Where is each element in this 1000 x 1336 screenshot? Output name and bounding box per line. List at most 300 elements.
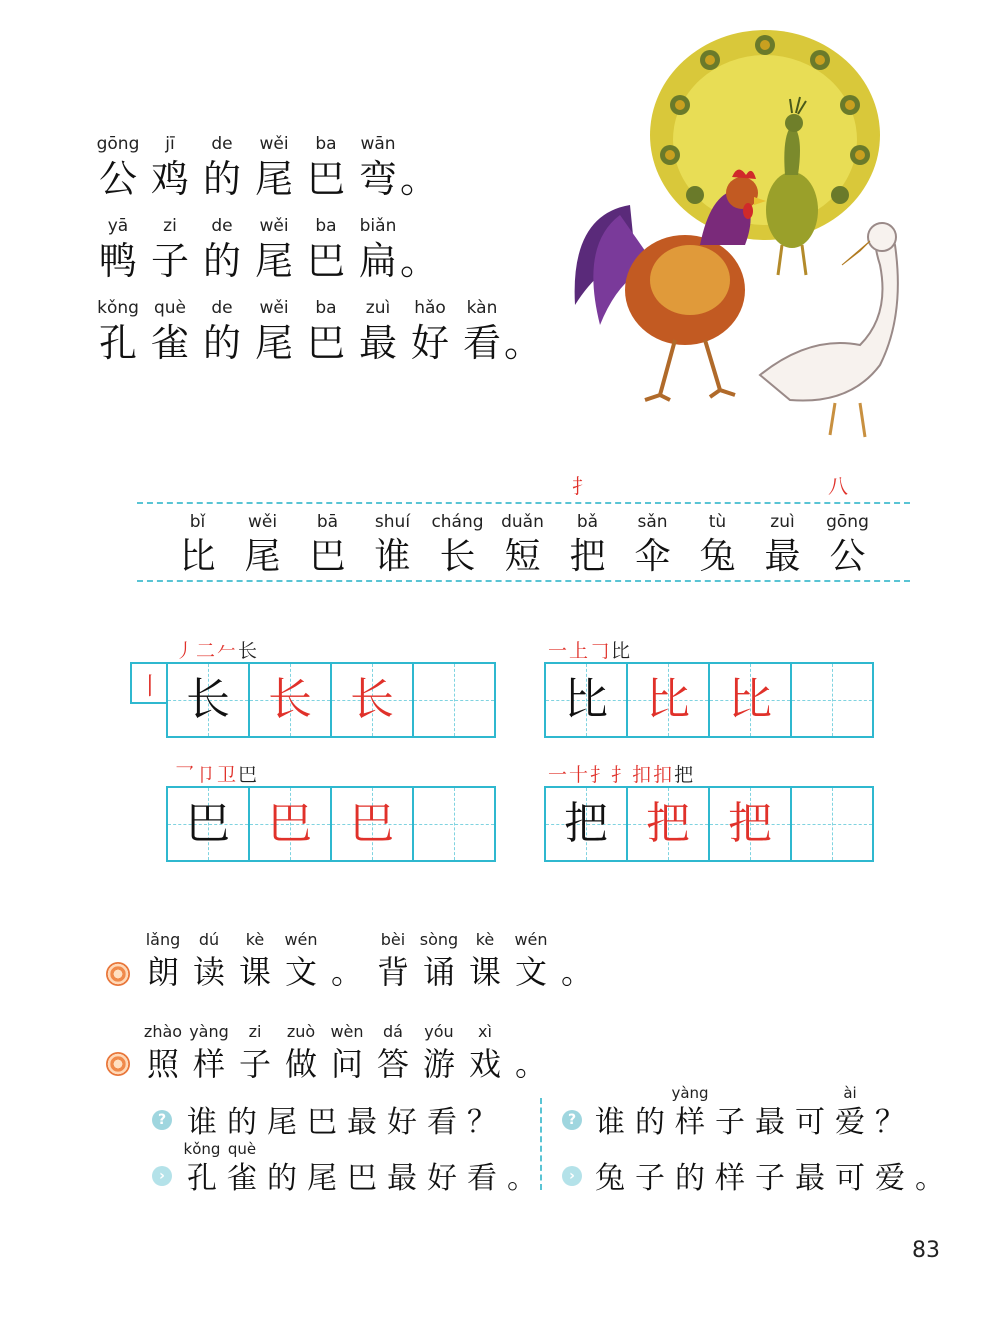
hanzi: ？	[875, 1105, 905, 1140]
hanzi: 的	[202, 157, 241, 201]
char-cell	[382, 1138, 422, 1198]
poem-line-2	[92, 214, 439, 284]
hanzi: 爱	[875, 1161, 905, 1196]
pinyin: shuí	[374, 512, 411, 532]
char-cell	[830, 1082, 870, 1142]
hanzi: 课	[468, 953, 501, 991]
pinyin: cháng	[431, 512, 484, 532]
pinyin: kǒng	[183, 1140, 221, 1158]
char-cell	[400, 214, 439, 284]
char-cell	[92, 132, 144, 202]
hanzi: 尾	[254, 321, 293, 365]
qa-divider	[540, 1098, 542, 1190]
char-cell	[620, 510, 685, 580]
exercise-1-line	[140, 928, 600, 992]
model-char: 巴	[268, 798, 312, 849]
char-cell	[750, 1082, 790, 1142]
hanzi: 谁	[595, 1105, 625, 1140]
char-cell	[222, 1082, 262, 1142]
hanzi: 巴	[306, 239, 345, 283]
char-cell	[248, 296, 300, 366]
pinyin: zi	[163, 216, 177, 236]
hanzi: 最	[387, 1161, 417, 1196]
hanzi: 子	[715, 1105, 745, 1140]
practice-box-empty	[414, 788, 494, 860]
model-char: 长	[268, 674, 312, 725]
model-char: 比	[646, 674, 690, 725]
writing-grid-chang	[166, 662, 496, 738]
hanzi: 尾	[267, 1105, 297, 1140]
peacock-fan	[650, 30, 880, 240]
char-cell	[342, 1082, 382, 1142]
char-cell	[140, 1020, 186, 1084]
radical-hint-2: 八	[828, 474, 848, 498]
hanzi: 子	[635, 1161, 665, 1196]
char-cell	[248, 132, 300, 202]
char-cell	[750, 510, 815, 580]
model-char: 把	[646, 798, 690, 849]
hanzi: 的	[675, 1161, 705, 1196]
hanzi: 的	[202, 239, 241, 283]
hanzi: 鸡	[150, 157, 189, 201]
char-cell	[278, 928, 324, 992]
hanzi: 巴	[309, 536, 346, 577]
model-char: 长	[350, 674, 394, 725]
hanzi: 最	[755, 1105, 785, 1140]
char-cell	[462, 928, 508, 992]
model-char: 巴	[186, 798, 230, 849]
answer-bullet-icon: ›	[152, 1166, 172, 1186]
char-cell	[462, 1138, 502, 1198]
char-cell	[870, 1082, 910, 1142]
char-cell	[262, 1082, 302, 1142]
stroke-step: 扌	[590, 764, 612, 786]
char-cell	[710, 1138, 750, 1198]
stroke-step: 扌	[611, 764, 633, 786]
char-cell	[422, 1138, 462, 1198]
hanzi: 最	[347, 1105, 377, 1140]
char-cell	[490, 510, 555, 580]
hanzi: 可	[835, 1161, 865, 1196]
char-cell	[352, 296, 404, 366]
model-char: 长	[186, 674, 230, 725]
pinyin: ba	[315, 216, 337, 236]
hanzi: 答	[376, 1045, 409, 1083]
hanzi: 游	[422, 1045, 455, 1083]
char-cell	[144, 214, 196, 284]
pinyin: sòng	[419, 930, 459, 949]
vocab-row	[165, 510, 880, 580]
hanzi: 课	[238, 953, 271, 991]
char-cell	[456, 296, 508, 366]
exercise-1-icon	[106, 962, 130, 986]
qa-left-answer	[182, 1138, 542, 1198]
char-cell	[222, 1138, 262, 1198]
hanzi: 。	[507, 1161, 537, 1196]
pinyin: jī	[165, 134, 175, 154]
hanzi: 的	[635, 1105, 665, 1140]
hanzi: 兔	[699, 536, 736, 577]
hanzi: 读	[192, 953, 225, 991]
char-cell	[400, 132, 439, 202]
hanzi: 朗	[146, 953, 179, 991]
hanzi: 背	[376, 953, 409, 991]
hanzi: 巴	[306, 321, 345, 365]
hanzi: 最	[795, 1161, 825, 1196]
char-cell	[508, 928, 554, 992]
char-cell	[750, 1138, 790, 1198]
stroke-step: 一	[548, 764, 570, 786]
char-cell	[830, 1138, 870, 1198]
practice-box-filled	[168, 788, 250, 860]
practice-box-filled	[332, 788, 414, 860]
char-cell	[910, 1138, 950, 1198]
hanzi: 样	[715, 1161, 745, 1196]
qa-left-question	[182, 1082, 502, 1142]
char-cell	[502, 1138, 542, 1198]
char-cell	[232, 928, 278, 992]
hanzi: 。	[400, 157, 439, 201]
stroke-step: 卫	[217, 764, 239, 786]
pinyin: wèn	[330, 1022, 364, 1041]
hanzi: 兔	[595, 1161, 625, 1196]
pinyin: yóu	[424, 1022, 454, 1041]
pinyin: yàng	[671, 1084, 709, 1102]
pinyin: de	[211, 216, 233, 236]
question-bullet-icon: ?	[152, 1110, 172, 1130]
char-cell	[295, 510, 360, 580]
hanzi: 。	[915, 1161, 945, 1196]
char-cell	[278, 1020, 324, 1084]
hanzi: 短	[504, 536, 541, 577]
char-cell	[462, 1020, 508, 1084]
char-cell	[815, 510, 880, 580]
stroke-step: 一	[548, 640, 570, 662]
hanzi: 尾	[244, 536, 281, 577]
char-cell	[352, 214, 404, 284]
hanzi: 孔	[98, 321, 137, 365]
page-number: 83	[912, 1238, 940, 1263]
char-cell	[144, 296, 196, 366]
poem-line-3	[92, 296, 543, 366]
rooster	[575, 169, 766, 400]
animals-illustration	[560, 15, 940, 445]
char-cell	[186, 1020, 232, 1084]
pinyin: kè	[475, 930, 495, 949]
model-char: 把	[728, 798, 772, 849]
hanzi: 做	[284, 1045, 317, 1083]
hanzi: 比	[179, 536, 216, 577]
practice-box-filled	[168, 664, 250, 736]
model-char: 比	[564, 674, 608, 725]
stroke-order-bi	[548, 636, 632, 663]
vocab-rule-top	[137, 502, 910, 504]
hanzi: 孔	[187, 1161, 217, 1196]
char-cell	[92, 214, 144, 284]
practice-box-filled	[710, 788, 792, 860]
practice-box-empty	[414, 664, 494, 736]
hanzi: 文	[514, 953, 547, 991]
char-cell	[590, 1138, 630, 1198]
hanzi: 最	[764, 536, 801, 577]
pinyin: yā	[107, 216, 129, 236]
char-cell	[630, 1138, 670, 1198]
pinyin: bǐ	[189, 512, 206, 532]
char-cell	[182, 1138, 222, 1198]
radical-hint-1: 扌	[572, 474, 592, 498]
model-char: 巴	[350, 798, 394, 849]
char-cell	[165, 510, 230, 580]
stroke-step: 卩	[196, 764, 218, 786]
hanzi: 尾	[254, 157, 293, 201]
char-cell	[196, 296, 248, 366]
hanzi: 鸭	[98, 239, 137, 283]
hanzi: 雀	[227, 1161, 257, 1196]
hanzi: 子	[238, 1045, 271, 1083]
pinyin: de	[211, 298, 233, 318]
char-cell	[300, 132, 352, 202]
pinyin: zuò	[286, 1022, 316, 1041]
pinyin: xì	[478, 1022, 492, 1041]
hanzi: 子	[150, 239, 189, 283]
hanzi: 长	[439, 536, 476, 577]
stroke-step: 𠂉	[217, 640, 239, 662]
hanzi: 样	[675, 1105, 705, 1140]
hanzi: 。	[560, 953, 593, 991]
vocab-rule-bottom	[137, 580, 910, 582]
char-cell	[590, 1082, 630, 1142]
hanzi: ？	[467, 1105, 497, 1140]
char-cell	[300, 296, 352, 366]
stroke-step: 巴	[238, 764, 260, 786]
answer-bullet-icon: ›	[562, 1166, 582, 1186]
hanzi: 尾	[307, 1161, 337, 1196]
hanzi: 弯	[358, 157, 397, 201]
char-cell	[324, 928, 370, 992]
char-cell	[422, 1082, 462, 1142]
hanzi: 诵	[422, 953, 455, 991]
char-cell	[555, 510, 620, 580]
pinyin: ài	[843, 1084, 857, 1102]
grid-gutter: 丨	[130, 662, 168, 704]
pinyin: wěi	[247, 512, 278, 532]
char-cell	[144, 132, 196, 202]
hanzi: 好	[410, 321, 449, 365]
char-cell	[232, 1020, 278, 1084]
char-cell	[230, 510, 295, 580]
pinyin: bā	[316, 512, 339, 532]
pinyin: dá	[383, 1022, 403, 1041]
hanzi: 的	[202, 321, 241, 365]
hanzi: 巴	[307, 1105, 337, 1140]
pinyin: ba	[315, 134, 337, 154]
practice-box-filled	[332, 664, 414, 736]
hanzi: 伞	[634, 536, 671, 577]
pinyin: kǒng	[97, 298, 139, 318]
exercise-2-line	[140, 1020, 554, 1084]
char-cell	[182, 1082, 222, 1142]
char-cell	[370, 928, 416, 992]
char-cell	[302, 1138, 342, 1198]
pinyin: kè	[245, 930, 265, 949]
pinyin: wén	[514, 930, 548, 949]
pinyin: gōng	[96, 134, 140, 154]
pinyin: duǎn	[501, 512, 544, 532]
char-cell	[670, 1138, 710, 1198]
pinyin: què	[227, 1140, 257, 1158]
poem-line-1	[92, 132, 439, 202]
hanzi: 看	[427, 1105, 457, 1140]
practice-box-empty	[792, 664, 872, 736]
char-cell	[186, 928, 232, 992]
stroke-step: 上	[569, 640, 591, 662]
stroke-order-chang	[175, 636, 259, 663]
char-cell	[404, 296, 456, 366]
pinyin: wěi	[259, 298, 289, 318]
hanzi: 戏	[468, 1045, 501, 1083]
pinyin: hǎo	[414, 298, 446, 318]
practice-box-empty	[792, 788, 872, 860]
pinyin: yàng	[189, 1022, 229, 1041]
practice-box-filled	[628, 664, 710, 736]
char-cell	[670, 1082, 710, 1142]
char-cell	[685, 510, 750, 580]
char-cell	[790, 1138, 830, 1198]
writing-grid-ba	[166, 786, 496, 862]
char-cell	[352, 132, 404, 202]
hanzi: 的	[267, 1161, 297, 1196]
hanzi: 尾	[254, 239, 293, 283]
char-cell	[360, 510, 425, 580]
pinyin: gōng	[826, 512, 869, 532]
stroke-step: 丿	[175, 640, 197, 662]
pinyin: dú	[198, 930, 220, 949]
hanzi: 。	[330, 953, 363, 991]
practice-box-filled	[628, 788, 710, 860]
pinyin: tù	[708, 512, 727, 532]
pinyin: zuì	[770, 512, 795, 532]
char-cell	[342, 1138, 382, 1198]
char-cell	[554, 928, 600, 992]
char-cell	[302, 1082, 342, 1142]
hanzi: 看	[467, 1161, 497, 1196]
pinyin: biǎn	[359, 216, 397, 236]
hanzi: 看	[462, 321, 501, 365]
char-cell	[300, 214, 352, 284]
hanzi: 巴	[347, 1161, 377, 1196]
hanzi: 文	[284, 953, 317, 991]
question-bullet-icon: ?	[562, 1110, 582, 1130]
pinyin: sǎn	[637, 512, 668, 532]
stroke-step: 𠃌	[590, 640, 612, 662]
stroke-step: 乛	[175, 764, 197, 786]
hanzi: 照	[146, 1045, 179, 1083]
model-char: 比	[728, 674, 772, 725]
pinyin: wān	[360, 134, 396, 154]
hanzi: 。	[400, 239, 439, 283]
hanzi: 好	[387, 1105, 417, 1140]
hanzi: 最	[358, 321, 397, 365]
pinyin: ba	[315, 298, 337, 318]
stroke-step: 长	[238, 640, 260, 662]
pinyin: lǎng	[145, 930, 181, 949]
char-cell	[416, 928, 462, 992]
hanzi: 公	[829, 536, 866, 577]
hanzi: 问	[330, 1045, 363, 1083]
char-cell	[508, 1020, 554, 1084]
pinyin: wěi	[259, 216, 289, 236]
stroke-step: 扣	[653, 764, 675, 786]
hanzi: 可	[795, 1105, 825, 1140]
qa-right-answer	[590, 1138, 950, 1198]
practice-box-filled	[250, 664, 332, 736]
char-cell	[462, 1082, 502, 1142]
char-cell	[382, 1082, 422, 1142]
hanzi: 把	[569, 536, 606, 577]
pinyin: zi	[248, 1022, 262, 1041]
hanzi: 谁	[187, 1105, 217, 1140]
pinyin: kàn	[466, 298, 498, 318]
char-cell	[262, 1138, 302, 1198]
char-cell	[425, 510, 490, 580]
hanzi: 雀	[150, 321, 189, 365]
pinyin: wén	[284, 930, 318, 949]
char-cell	[504, 296, 543, 366]
hanzi: 好	[427, 1161, 457, 1196]
char-cell	[92, 296, 144, 366]
hanzi: 。	[504, 321, 543, 365]
hanzi: 谁	[374, 536, 411, 577]
stroke-step: 比	[611, 640, 633, 662]
practice-box-filled	[250, 788, 332, 860]
hanzi: 子	[755, 1161, 785, 1196]
hanzi: 公	[98, 157, 137, 201]
char-cell	[324, 1020, 370, 1084]
hanzi: 爱	[835, 1105, 865, 1140]
char-cell	[196, 132, 248, 202]
char-cell	[790, 1082, 830, 1142]
stroke-step: 十	[569, 764, 591, 786]
practice-box-filled	[546, 664, 628, 736]
pinyin: zuì	[365, 298, 391, 318]
stroke-order-ba-hold	[548, 760, 695, 787]
char-cell	[248, 214, 300, 284]
pinyin: bèi	[380, 930, 406, 949]
char-cell	[630, 1082, 670, 1142]
hanzi: 扁	[358, 239, 397, 283]
pinyin: bǎ	[576, 512, 599, 532]
char-cell	[870, 1138, 910, 1198]
practice-box-filled	[710, 664, 792, 736]
model-char: 把	[564, 798, 608, 849]
pinyin: wěi	[259, 134, 289, 154]
exercise-2-icon	[106, 1052, 130, 1076]
pinyin: de	[211, 134, 233, 154]
stroke-order-ba	[175, 760, 259, 787]
hanzi: 的	[227, 1105, 257, 1140]
char-cell	[196, 214, 248, 284]
char-cell	[416, 1020, 462, 1084]
practice-box-filled	[546, 788, 628, 860]
qa-right-question	[590, 1082, 910, 1142]
stroke-step: 扣	[632, 764, 654, 786]
pinyin: zhào	[143, 1022, 183, 1041]
char-cell	[370, 1020, 416, 1084]
stroke-step: 二	[196, 640, 218, 662]
writing-grid-ba-hold	[544, 786, 874, 862]
pinyin: què	[153, 298, 187, 318]
hanzi: 巴	[306, 157, 345, 201]
